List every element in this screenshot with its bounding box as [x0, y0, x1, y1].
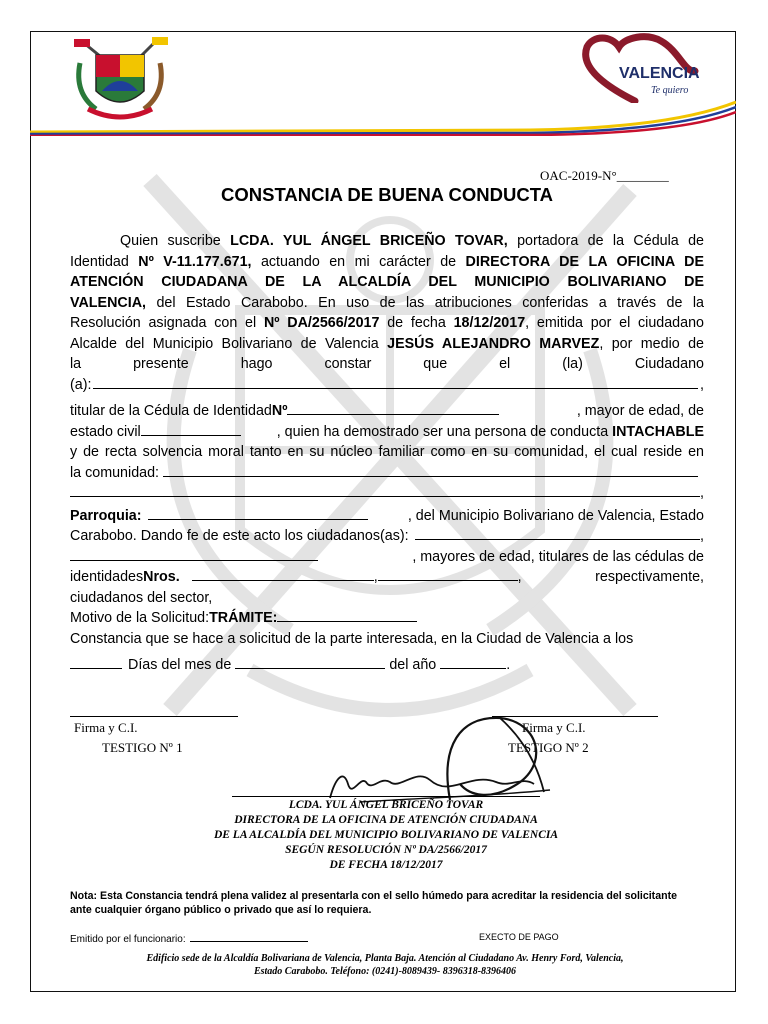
year-field[interactable] — [440, 655, 506, 669]
logo-text: VALENCIA — [619, 65, 700, 82]
validity-note: Nota: Esta Constancia tendrá plena validez al presentarla con el sello húmedo para acreditar la residencia del solicitante ante cualquier órgano público o privado que así lo requiera. — [70, 890, 677, 916]
witness-id-2-field[interactable] — [378, 567, 518, 581]
signatory-block — [130, 798, 642, 873]
body-line-12b: , — [70, 483, 704, 504]
body-line-13: Parroquia: , del Municipio Bolivariano de Valencia, Estado — [70, 507, 704, 524]
body-line-19: Constancia que se hace a solicitud de la parte interesada, en la Ciudad de Valencia a los — [70, 630, 634, 647]
witnesses-names-field-2[interactable] — [70, 547, 318, 561]
body-line-5: Resolución asignada con el Nº DA/2566/2017 de fecha 18/12/2017, emitida por el ciudadano — [70, 315, 704, 331]
body-line-16: identidades Nros. , , respectivamente, — [70, 569, 704, 585]
address-line-2: Estado Carabobo. Teléfono: (0241)-8089439- 8396318-8396406 — [253, 966, 517, 977]
citizen-name-field[interactable] — [93, 375, 698, 389]
body-line-11: y de recta solvencia moral tanto en su núcleo familiar como en su comunidad, el cual reside en — [70, 444, 704, 460]
body-line-12: la comunidad: — [70, 463, 704, 484]
body-line-9: titular de la Cédula de Identidad Nº , mayor de edad, de — [70, 403, 704, 419]
body-line-6: Alcalde del Municipio Bolivariano de Valencia JESÚS ALEJANDRO MARVEZ, por medio de — [70, 335, 704, 352]
month-field[interactable] — [235, 655, 385, 669]
official-name-field[interactable] — [190, 931, 308, 942]
body-line-17: ciudadanos del sector, — [70, 589, 213, 606]
witness-1-label: Firma y C.I. — [74, 720, 138, 735]
parish-field[interactable] — [148, 506, 368, 520]
witness-2-label: Firma y C.I. — [522, 720, 586, 735]
body-line-8: (a) : , — [70, 376, 704, 393]
witnesses-names-field[interactable] — [415, 526, 700, 540]
director-signature-line[interactable] — [232, 796, 540, 797]
reason-field[interactable] — [277, 608, 417, 622]
emitted-by-label: Emitido por el funcionario: — [70, 934, 186, 945]
id-number-field[interactable] — [287, 401, 499, 415]
witness-1-signature-line[interactable] — [70, 716, 238, 717]
body-line-10: estado civil , quien ha demostrado ser una persona de conducta INTACHABLE — [70, 423, 704, 440]
witness-2-title: TESTIGO Nº 2 — [508, 740, 589, 755]
address-line-1: Edificio sede de la Alcaldía Bolivariana de Valencia, Planta Baja. Atención al Ciudadano Av. Henry Ford, Valencia, — [146, 953, 624, 964]
community-field-2[interactable] — [70, 483, 700, 497]
body-line-2: Identidad Nº V-11.177.671, actuando en mi carácter de DIRECTORA DE LA OFICINA DE — [70, 253, 705, 270]
body-line-1: Quien suscribe LCDA. YUL ÁNGEL BRICEÑO TOVAR, portadora de la Cédula de — [120, 233, 704, 249]
emitted-by-row — [70, 931, 308, 945]
signatory-line-1: DIRECTORA DE LA OFICINA DE ATENCIÓN CIUDADANA — [234, 814, 538, 826]
body-line-4: VALENCIA, del Estado Carabobo. En uso de las atribuciones conferidas a través de la — [70, 294, 704, 311]
certificate-body — [70, 231, 704, 676]
body-line-14: Carabobo. Dando fe de este acto los ciudadanos(as): , — [70, 528, 704, 544]
address-block — [70, 952, 700, 978]
body-line-15: , mayores de edad, titulares de las cédulas de — [70, 547, 704, 568]
signatory-line-4: DE FECHA 18/12/2017 — [329, 859, 443, 871]
signatory-name: LCDA. YUL ÁNGEL BRICEÑO TOVAR — [288, 799, 484, 811]
signatory-line-2: DE LA ALCALDÍA DEL MUNICIPIO BOLIVARIANO DE VALENCIA — [213, 829, 559, 841]
body-line-7: la presente hago constar que el (la) Ciudadano — [70, 356, 704, 372]
document-title: CONSTANCIA DE BUENA CONDUCTA — [221, 184, 553, 205]
day-field[interactable] — [70, 655, 122, 669]
document-code: OAC-2019-N°________ — [540, 168, 669, 183]
body-line-18: Motivo de la Solicitud: TRÁMITE: — [70, 608, 704, 629]
body-line-20: Días del mes de del año . — [70, 655, 704, 676]
valencia-logo — [575, 33, 703, 103]
logo-tagline: Te quiero — [651, 85, 689, 96]
header-stripes — [30, 96, 736, 136]
witness-1-title: TESTIGO Nº 1 — [102, 740, 183, 755]
exempt-label: EXECTO DE PAGO — [479, 932, 559, 942]
civil-status-field[interactable] — [141, 422, 241, 436]
witness-id-1-field[interactable] — [192, 567, 374, 581]
community-field[interactable] — [163, 463, 698, 477]
signatory-line-3: SEGÚN RESOLUCIÓN Nº DA/2566/2017 — [285, 844, 487, 856]
body-line-3: ATENCIÓN CIUDADANA DE LA ALCALDÍA DEL MUNICIPIO BOLIVARIANO DE — [70, 274, 704, 290]
